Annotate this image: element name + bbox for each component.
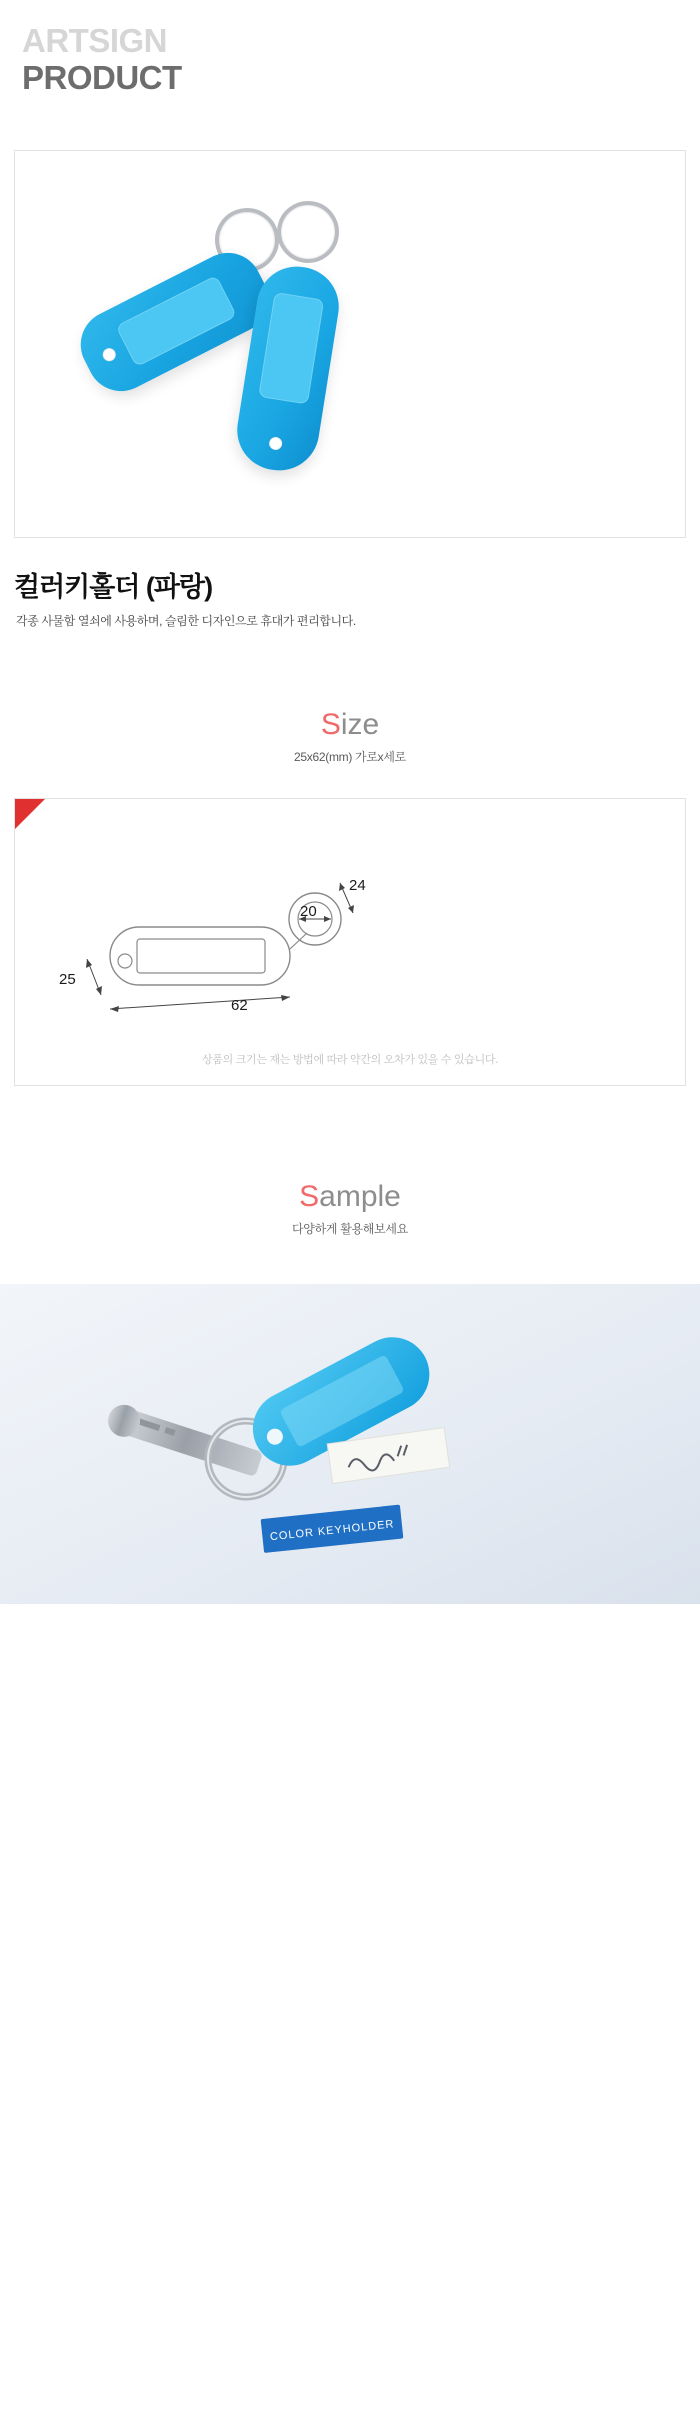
size-heading-rest: ize	[340, 708, 380, 741]
size-heading-word	[0, 708, 700, 742]
dimension-ring-inner-label: 20	[300, 903, 317, 920]
key-tag-label-window	[115, 275, 237, 367]
product-photo-stage	[15, 151, 685, 537]
size-drawing-box	[14, 798, 686, 1086]
sample-photo-illustration	[0, 1284, 700, 1604]
key-tag-hole	[268, 436, 283, 451]
sample-heading-capital: S	[299, 1180, 320, 1213]
sample-heading-rest: ample	[319, 1180, 401, 1213]
brand-line-1: ARTSIGN	[22, 22, 167, 59]
product-photo-main	[14, 150, 686, 538]
size-value-text: 25x62(mm) 가로x세로	[294, 750, 406, 764]
dimension-height-label: 25	[59, 971, 76, 988]
sample-section-heading	[0, 1180, 700, 1237]
dimension-ring-outer-label: 24	[349, 877, 366, 894]
product-title: 컬러키홀더 (파랑)	[14, 572, 213, 602]
brand-logo	[22, 24, 182, 94]
sample-description: 다양하게 활용해보세요	[292, 1222, 408, 1236]
size-drawing-svg	[15, 809, 686, 1059]
sample-label-text: COLOR KEYHOLDER	[269, 1518, 395, 1544]
sample-heading-word	[0, 1180, 700, 1214]
product-description: 각종 사물함 열쇠에 사용하며, 슬림한 디자인으로 휴대가 편리합니다.	[16, 614, 356, 628]
key-tag-label-window	[259, 292, 324, 405]
size-heading-capital: S	[320, 708, 341, 741]
dimension-width-label: 62	[231, 997, 248, 1014]
key-ring-icon	[273, 197, 343, 267]
key-tag-hole	[100, 346, 117, 363]
sample-photo	[0, 1284, 700, 1604]
brand-line-2: PRODUCT	[22, 59, 182, 96]
size-tolerance-note: 상품의 크기는 재는 방법에 따라 약간의 오차가 있을 수 있습니다.	[201, 1054, 499, 1066]
size-section-heading	[0, 708, 700, 765]
